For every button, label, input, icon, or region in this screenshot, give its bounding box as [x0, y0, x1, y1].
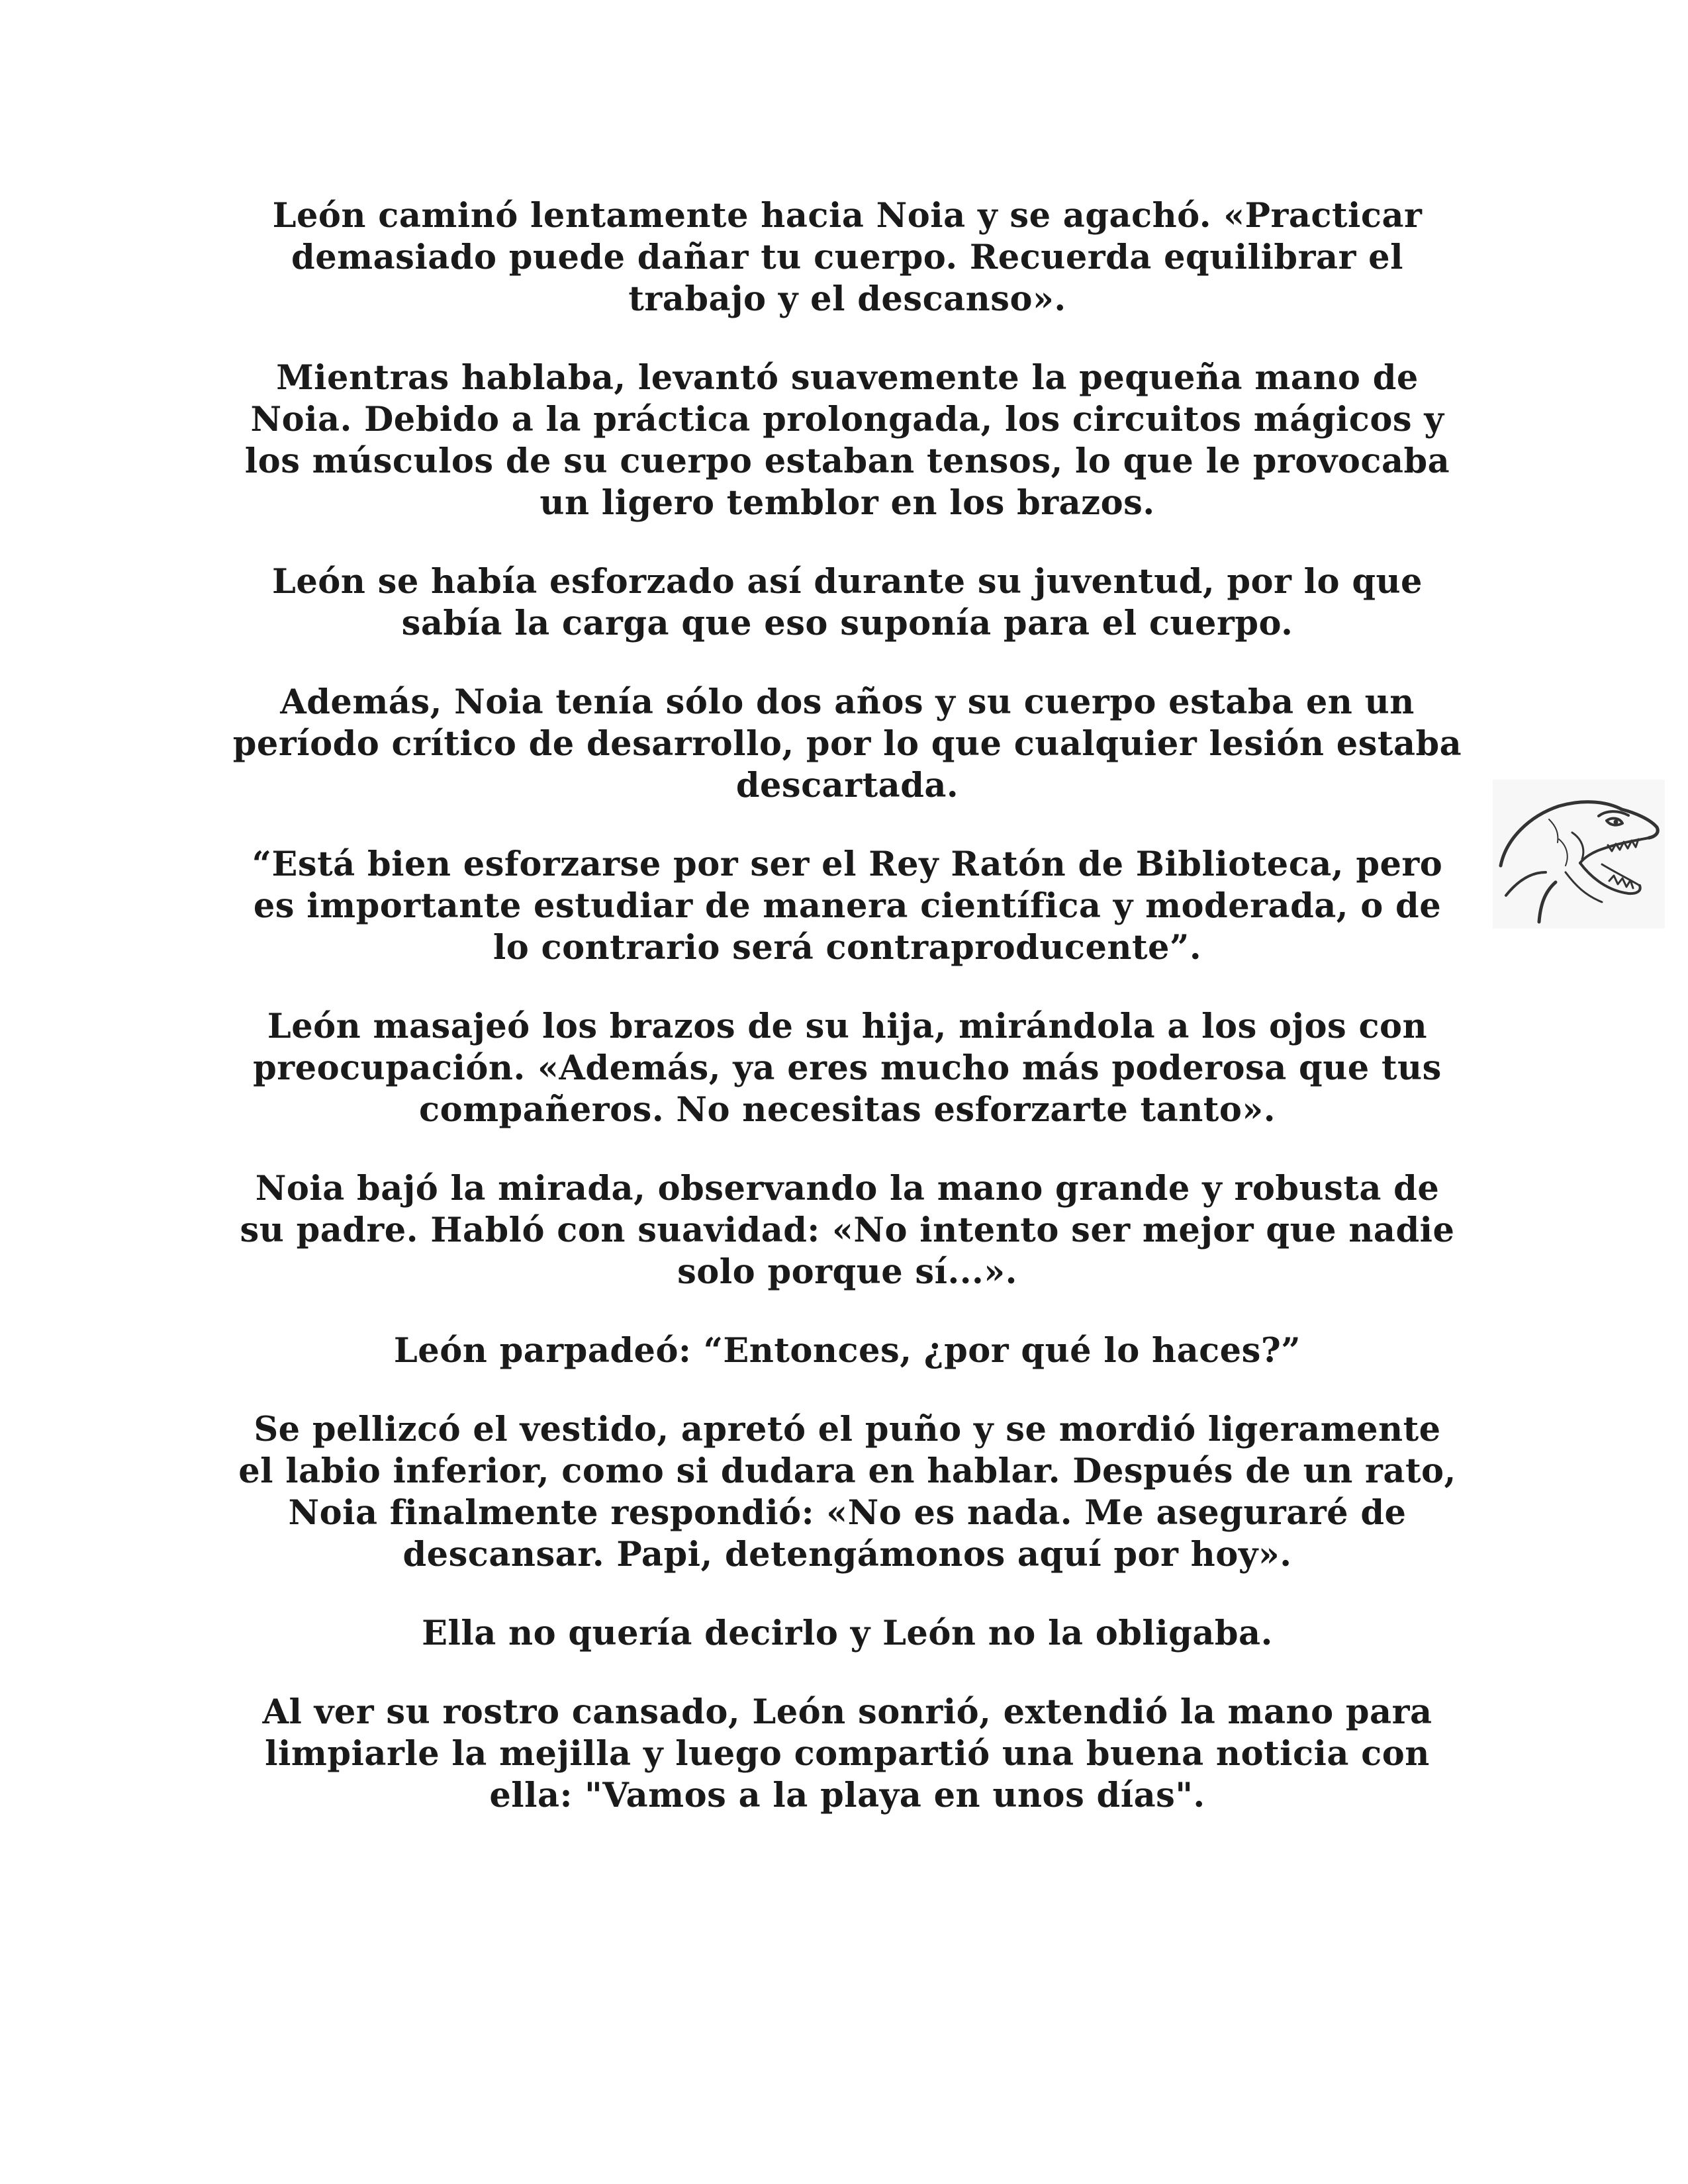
paragraph-11: Al ver su rostro cansado, León sonrió, extendió la mano para limpiarle la mejilla y luego compartió una buena noticia con ella: "Vamos a la playa en unos días". [262, 1692, 1432, 1815]
paragraph-9: Se pellizcó el vestido, apretó el puño y se mordió ligeramente el labio inferior, como si dudara en hablar. Después de un rato, Noia finalmente respondió: «No es nada. Me aseguraré de descansar. Papi, detengámonos aquí por hoy». [238, 1410, 1456, 1574]
paragraph-5: “Está bien esforzarse por ser el Rey Ratón de Biblioteca, pero es importante estudiar de manera científica y moderada, o de lo contrario será contraproducente”. [252, 844, 1443, 968]
paragraph-6: León masajeó los brazos de su hija, mirándola a los ojos con preocupación. «Además, ya eres mucho más poderosa que tus compañeros. No necesitas esforzarte tanto». [253, 1007, 1442, 1130]
story-text [232, 195, 1463, 1854]
paragraph-2: Mientras hablaba, levantó suavemente la pequeña mano de Noia. Debido a la práctica prolongada, los circuitos mágicos y los músculos de su cuerpo estaban tensos, lo que le provocaba un ligero temblor en los brazos. [244, 358, 1450, 523]
paragraph-3: León se había esforzado así durante su juventud, por lo que sabía la carga que eso suponía para el cuerpo. [271, 562, 1423, 643]
paragraph-1: León caminó lentamente hacia Noia y se agachó. «Practicar demasiado puede dañar tu cuerpo. Recuerda equilibrar el trabajo y el descanso». [272, 196, 1423, 319]
paragraph-7: Noia bajó la mirada, observando la mano grande y robusta de su padre. Habló con suavidad: «No intento ser mejor que nadie solo porque sí...». [240, 1169, 1455, 1292]
paragraph-10: Ella no quería decirlo y León no la obligaba. [422, 1614, 1273, 1653]
dinosaur-head-sketch-icon [1493, 780, 1665, 929]
paragraph-4: Además, Noia tenía sólo dos años y su cuerpo estaba en un período crítico de desarrollo, por lo que cualquier lesión estaba descartada. [232, 682, 1462, 805]
paragraph-8: León parpadeó: “Entonces, ¿por qué lo haces?” [393, 1331, 1301, 1371]
